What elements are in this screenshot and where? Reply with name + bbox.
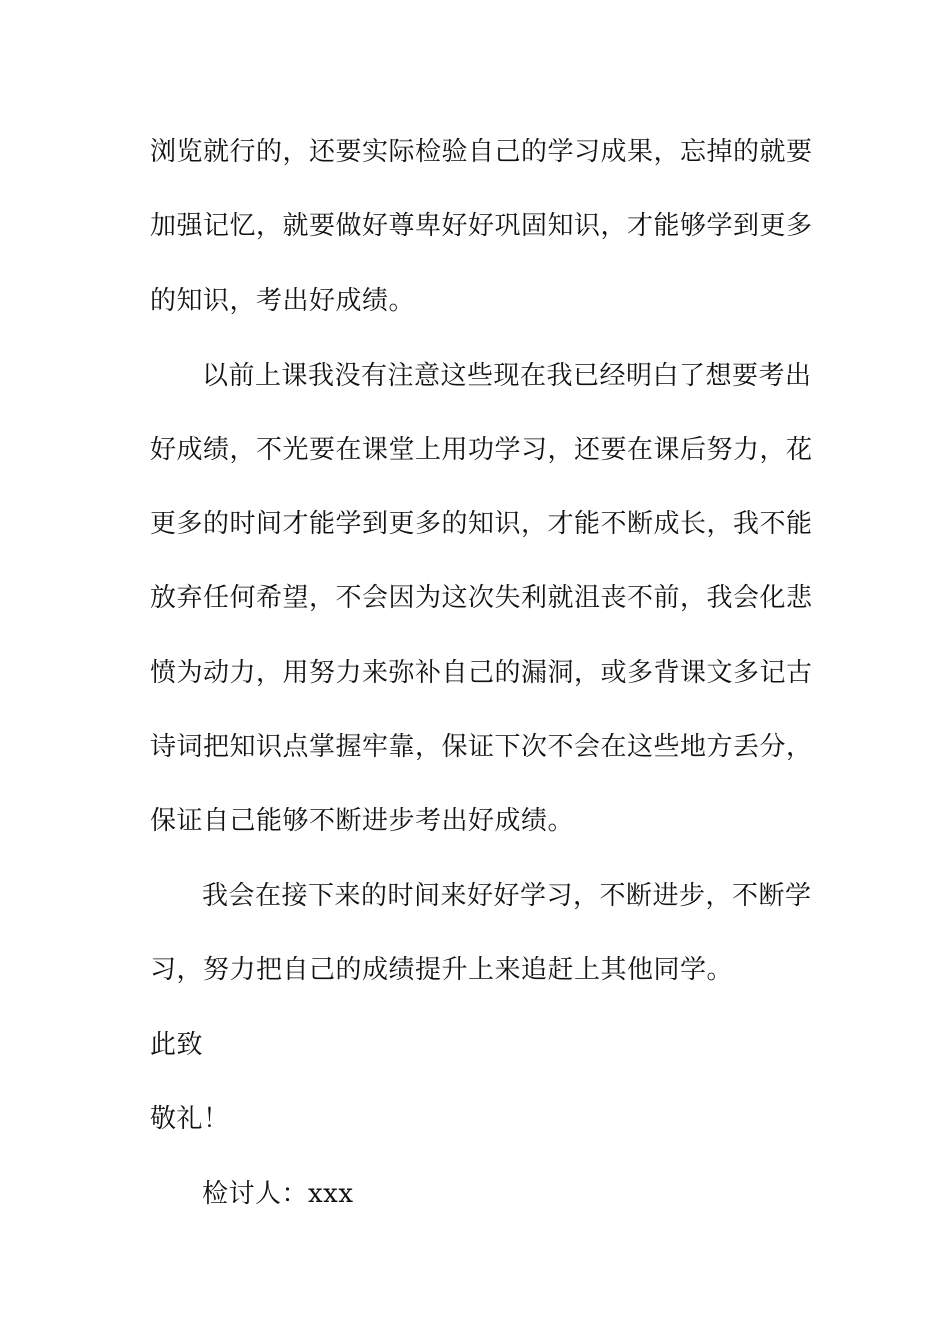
text-line: 放弃任何希望，不会因为这次失利就沮丧不前，我会化悲	[150, 583, 813, 613]
text-line: 好成绩，不光要在课堂上用功学习，还要在课后努力，花	[150, 435, 813, 465]
text-line: 习，努力把自己的成绩提升上来追赶上其他同学。	[150, 955, 734, 985]
signature-text: 检讨人：xxx	[202, 1179, 354, 1209]
text-line: 加强记忆，就要做好尊卑好好巩固知识，才能够学到更多	[150, 211, 813, 241]
salutation-text: 敬礼！	[150, 1104, 230, 1134]
text-line: 的知识，考出好成绩。	[150, 286, 416, 316]
text-line: 以前上课我没有注意这些现在我已经明白了想要考出	[202, 361, 812, 391]
text-line: 更多的时间才能学到更多的知识，才能不断成长，我不能	[150, 509, 813, 539]
text-line: 我会在接下来的时间来好好学习，不断进步，不断学	[202, 881, 812, 911]
text-line: 保证自己能够不断进步考出好成绩。	[150, 806, 575, 836]
text-line: 浏览就行的，还要实际检验自己的学习成果，忘掉的就要	[150, 137, 813, 167]
text-line: 愤为动力，用努力来弥补自己的漏洞，或多背课文多记古	[150, 658, 813, 688]
closing-text: 此致	[150, 1030, 204, 1060]
text-line: 诗词把知识点掌握牢靠，保证下次不会在这些地方丢分，	[150, 732, 813, 762]
